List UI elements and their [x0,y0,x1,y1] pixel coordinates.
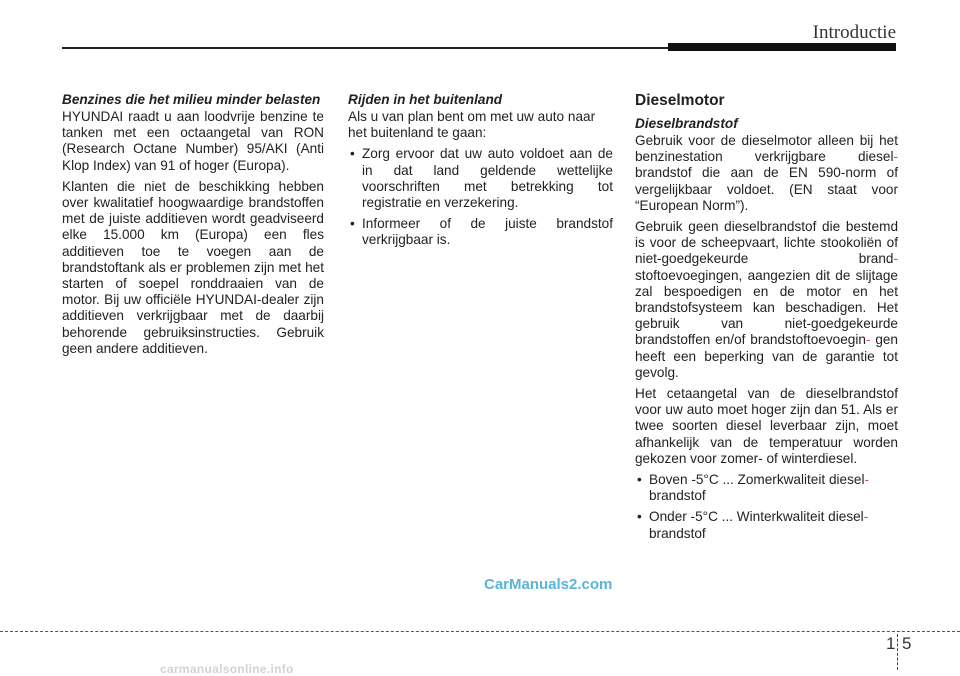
abroad-list [348,146,613,248]
paragraph-diesel-norm: Gebruik voor de dieselmotor alleen bij het benzinestation verkrijgbare diesel- brandstof die aan de EN 590-norm of vergelijkbaar voldoet. (EN staat voor “European Norm”). [635,133,898,213]
page-number-divider [897,634,898,670]
list-item: • Onder -5°C ... Winterkwaliteit diesel- brandstof [635,509,898,541]
list-item: • Informeer of de juiste brandstof verkrijgbaar is. [348,216,613,248]
paragraph-additives: Klanten die niet de beschikking hebben over kwalitatief hoogwaardige brandstoffen met de juiste additieven wordt geadviseerd elke 15.000 km (Europa) een fles additieven toe te voegen aan de brandstoftank als er problemen zijn met het starten of soepel ronddraaien van de motor. Bij uw officiële HYUNDAI-dealer zijn additieven verkrijgbaar met de daarbij behorende gebruiksinstructies. Gebruik geen andere additieven. [62,178,324,356]
header-rule [62,47,730,49]
heading-fuels: Benzines die het milieu minder belasten [62,92,321,107]
diesel-grade-list [635,472,898,542]
paragraph-cetane: Het cetaangetal van de dieselbrandstof voor uw auto moet hoger zijn dan 51. Als er twee soorten diesel leverbaar zijn, moet afhankelijk van de temperatuur worden gekozen voor zomer- of winterdiesel. [635,386,898,466]
heading-diesel-fuel: Dieselbrandstof [635,116,738,131]
header-bar [668,43,896,51]
paragraph-diesel-warning: Gebruik geen dieselbrandstof die bestemd is voor de scheepvaart, lichte stookoliën of niet-goedgekeurde brand- stoftoevoegingen, aangezien dit de slijtage zal bespoedigen en de motor en het brandstofsysteem kan beschadigen. Het gebruik van niet-goedgekeurde brandstoffen en/of brandstoftoevoegin- gen heeft een beperking van de garantie tot gevolg. [635,219,898,380]
footer-watermark: carmanualsonline.info [160,662,294,676]
footer-rule [0,631,960,632]
column-right [635,92,898,547]
column-middle [348,92,613,254]
heading-abroad: Rijden in het buitenland [348,92,503,107]
list-item: • Boven -5°C ... Zomerkwaliteit diesel- brandstof [635,472,898,504]
chapter-title: Introductie [812,22,896,43]
paragraph-octane: HYUNDAI raadt u aan loodvrije benzine te tanken met een octaangetal van RON (Research Octane Number) 95/AKI (Anti Klop Index) van 91 of hoger (Europa). [62,109,324,173]
section-title-diesel: Dieselmotor [635,92,725,109]
chapter-number: 1 [886,634,896,653]
list-item: • Zorg ervoor dat uw auto voldoet aan de in dat land geldende wettelijke voorschriften met betrekking tot registratie en verzekering. [348,146,613,211]
column-left [62,92,324,362]
watermark: CarManuals2.com [484,576,613,593]
page-number: 5 [902,634,912,653]
paragraph-abroad-intro: Als u van plan bent om met uw auto naar het buitenland te gaan: [348,109,596,141]
